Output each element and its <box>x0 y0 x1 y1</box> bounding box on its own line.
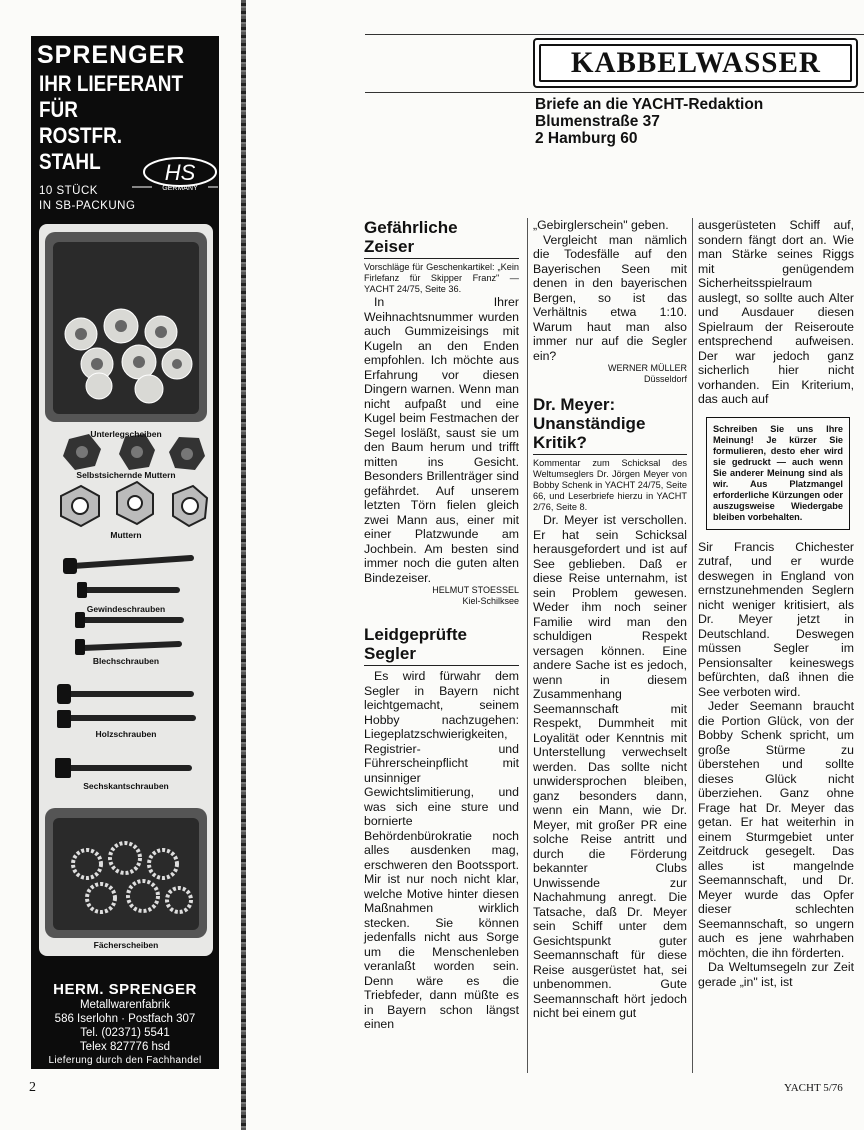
letter-body: Dr. Meyer ist verschollen. Er hat sein Schicksal herausgefordert und ist auf See geblieben. Daß er diese Reise unternahm, ist sein Problem gewesen. Weder ihm noch seiner Familie wird man den schuldigen Respekt versagen können. Eine andere Sache ist es jedoch, wenn in diesem Zusammenhang Seemannschaft mit Respekt, Dummheit mit Loyalität oder Kenntnis mit Unterstellung verwechselt werden. Das sollte nicht unwidersprochen bleiben, ganz besonders dann, wenn ein Mann, wie Dr. Meyer, mit großer PR eine solche Reise antritt und durch die Förderung bekannter Clubs Unwissende zur Nachahmung anregt. Die Tatsache, daß Dr. Meyer sein Schiff unter dem Gesichtspunkt guter Seemannschaft für diese Reise ausgerüstet hat, sei unbenommen. Gute Seemannschaft hört jedoch nicht bei einem gut <box>533 513 687 1020</box>
header-rule-top <box>365 34 864 35</box>
ad-contact <box>31 981 219 1067</box>
letter-body: „Gebirglerschein" geben. <box>533 218 669 232</box>
kabbelwasser-logo-text: KABBELWASSER <box>570 46 821 79</box>
ad-company-sub: Metallwarenfabrik <box>79 999 171 1011</box>
letter-intro: Kommentar zum Schicksal des Weltumseglers Dr. Jörgen Meyer von Bobby Schenk in YACHT 24/75, Seite 66, und Leserbriefe hierzu in YACHT 2/76, Seite 8. <box>533 458 687 512</box>
column-rule <box>692 218 693 1073</box>
letter-body: Jeder Seemann braucht die Portion Glück, von der Bobby Schenk spricht, um große Stürme zu überstehen und sollte dieses Glück nicht überziehen. Ganz ohne Frage hat Dr. Meyer das getan. Er hat weiterhin in einem Sturmgebiet unter Zeitdruck gesegelt. Das alles ist mangelnde Seemannschaft, und Dr. Meyer wurde das Opfer dieser schlechten Seemannschaft, so ungern auch es jene wahrhaben möchten, die ihn förderten. <box>698 699 854 960</box>
product-photo <box>39 224 213 956</box>
page-spine <box>241 0 246 1130</box>
ad-company-name: HERM. SPRENGER <box>53 981 197 998</box>
letter-intro: Vorschläge für Geschenkartikel: „Kein Firlefanz für Skipper Franz" — YACHT 24/75, Seite 36. <box>364 262 519 294</box>
ad-tagline-line: ROSTFR. STAHL <box>39 123 123 174</box>
column-3 <box>698 218 854 989</box>
caption-sheet-metal-screws: Blechschrauben <box>92 656 160 666</box>
page-number: 2 <box>29 1080 36 1095</box>
letter-signature: HELMUT STOESSEL Kiel-Schilksee <box>432 585 519 606</box>
ad-pack-info <box>39 184 135 214</box>
letter-title: Leidgeprüfte Segler <box>364 625 467 663</box>
editorial-address <box>535 96 763 147</box>
ad-tagline-line: IHR LIEFERANT <box>39 71 184 96</box>
letter-body: ausgerüsteten Schiff auf, sondern fängt dort an. Wie man Stärke seines Riggs mit genügendem Sicherheitsspielraum auslegt, so sollte auch Alter und Ausdauer diesen Spielraum der Reiseroute entsprechend aufweisen. Der war jedoch ganz sicherlich hier nicht vorhanden. Ein Kriterium, das auch auf <box>698 218 854 406</box>
letter-title: Dr. Meyer: Unanständige Kritik? <box>533 395 646 452</box>
screw-heads <box>55 558 87 778</box>
caption-threaded-screws: Gewindeschrauben <box>86 604 166 614</box>
caption-washers: Unterlegscheiben <box>90 429 162 439</box>
reader-notice-box: Schreiben Sie uns Ihre Meinung! Je kürzer Sie formulieren, desto eher wird sie gedruckt — auch wenn Sie anderer Meinung sind als wir. Aus Platzmangel erforderliche Kürzungen oder auszugsweise Wiedergabe bleiben vorbehalten. <box>706 417 850 530</box>
column-2 <box>533 218 687 1021</box>
ad-address: 586 Iserlohn · Postfach 307 <box>54 1013 196 1025</box>
letter-body: Sir Francis Chichester zutraf, und er wurde deswegen in England von ernstzunehmenden Seglern nicht weniger kritisiert, als Dr. Meyer jetzt in Deutschland. Deswegen müssen Segler im Pensionsalter keineswegs befürchten, daß ihnen die See verboten wird. <box>698 539 854 699</box>
title-rule <box>364 258 519 259</box>
caption-hex-screws: Sechskantschrauben <box>83 781 169 791</box>
ad-pack-line: IN SB-PACKUNG <box>39 200 136 212</box>
title-rule <box>364 665 519 666</box>
editorial-address-line: Blumenstraße 37 <box>535 113 660 130</box>
hardware-illustration <box>39 224 213 956</box>
header-rule-bottom <box>365 92 864 93</box>
caption-nuts: Muttern <box>110 530 142 540</box>
caption-selflocking-nuts: Selbstsichernde Muttern <box>76 470 176 480</box>
ad-delivery-note: Lieferung durch den Fachhandel <box>48 1055 202 1066</box>
caption-fan-washers: Fächerscheiben <box>93 940 159 950</box>
caption-wood-screws: Holzschrauben <box>95 729 157 739</box>
ad-phone: Tel. (02371) 5541 <box>80 1027 170 1039</box>
column-1 <box>364 218 519 1032</box>
letter-signature: WERNER MÜLLER Düsseldorf <box>607 363 687 384</box>
hs-logo-text: HS <box>164 160 196 185</box>
title-rule <box>533 454 687 455</box>
hs-logo-sub: GERMANY <box>162 185 198 192</box>
letter-body: Da Weltumsegeln zur Zeit gerade „in" ist, ist <box>698 960 854 989</box>
kabbelwasser-logo <box>533 38 858 88</box>
letter-body: Es wird fürwahr dem Segler in Bayern nicht leichtgemacht, seinem Hobby nachzugehen: Liegeplatzschwierigkeiten, Registrier- und Führerscheinpflicht mit unsinniger Gewichtslimitierung, und was sich eine sture und bornierte Behördenbürokratie noch alles ausdenken mag, erschweren den Bootssport. Mir ist nur noch nicht klar, welche Motive hinter diesen Maßnahmen wirklich stecken. Sie können jedenfalls nicht aus Sorge um die Menschenleben veranlaßt worden sein. Denn wäre es die Triebfeder, dann müßte es in Bayern schon längst einen <box>364 669 519 1031</box>
ad-telex: Telex 827776 hsd <box>79 1041 171 1053</box>
issue-footer: YACHT 5/76 <box>784 1082 843 1094</box>
letter-body: Vergleicht man nämlich die Todesfälle auf den Bayerischen Seen mit denen in den bayerischen Bergen, so ist das Verhältnis etwa 1:10. Warum haut man also immer nur auf die Segler ein? <box>533 232 687 363</box>
hs-logo-icon <box>132 156 218 194</box>
ad-tagline-line: FÜR <box>39 97 78 122</box>
ad-brand: SPRENGER <box>37 41 186 69</box>
letter-body: In Ihrer Weihnachtsnummer wurden auch Gummizeisings mit Kugeln an den Enden empfohlen. Ich möchte aus Erfahrung vor diesen Dingern warnen. Wenn man nicht aufpaßt und eine Kugel beim Festmachen der Segel losläßt, saust sie um den Baum herum und trifft mitten ins Gesicht. Besonders Brillenträger sind gefährdet. Auf unserem letzten Törn fielen gleich zwei Mann aus, einer mit einer Platzwunde am Jochbein. Am besten sind immer noch die guten alten Bindezeiser. <box>364 295 519 585</box>
ad-pack-line: 10 STÜCK <box>39 185 98 197</box>
column-rule <box>527 218 528 1073</box>
editorial-address-line: 2 Hamburg 60 <box>535 130 638 147</box>
editorial-address-line: Briefe an die YACHT-Redaktion <box>535 96 764 113</box>
letter-title: Gefährliche Zeiser <box>364 218 458 256</box>
sprenger-advertisement <box>31 36 219 1069</box>
